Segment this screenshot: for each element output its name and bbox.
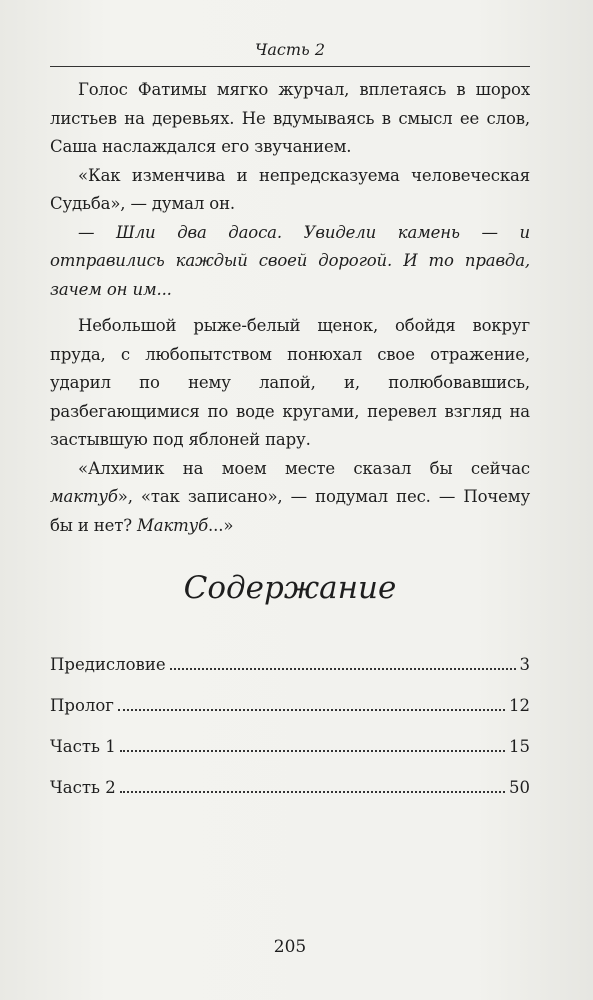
paragraph-3: — Шли два даоса. Увидели камень — и отправились каждый своей дорогой. И то правда, зачем он им... — [50, 222, 530, 299]
paragraph-1: Голос Фатимы мягко журчал, вплетаясь в шорох листьев на деревьях. Не вдумываясь в смысл ее слов, Саша наслаждался его звучанием. — [50, 80, 530, 156]
paragraph-2: «Как изменчива и непредсказуема человеческая Судьба», — думал он. — [50, 165, 530, 213]
p5-maktub-1: мактуб — [50, 487, 118, 506]
toc-entry-page: 3 — [519, 655, 530, 674]
toc-entry-page: 50 — [509, 778, 530, 797]
toc-entry-part-1[interactable] — [50, 737, 530, 778]
body-text — [50, 76, 530, 540]
paragraph-5 — [50, 455, 530, 541]
toc-entry-title: Предисловие — [50, 655, 166, 674]
toc-entry-prologue[interactable] — [50, 696, 530, 737]
page-number: 205 — [273, 937, 307, 957]
p5-part-e: ...» — [208, 515, 234, 535]
paragraph-4: Небольшой рыже-белый щенок, обойдя вокруг пруда, с любопытством понюхал свое отражение, ударил по нему лапой, и, полюбовавшись, разбегающимися по воде кругами, перевел взгляд на застывшую под яблоней пару. — [50, 316, 530, 449]
p5-part-a: «Алхимик на моем месте сказал бы сейчас — [78, 458, 530, 478]
toc-entry-part-2[interactable] — [50, 778, 530, 819]
toc-entry-title: Часть 2 — [50, 778, 116, 797]
p5-maktub-2: Мактуб — [137, 515, 209, 535]
toc-entry-page: 12 — [509, 696, 530, 715]
header-rule — [50, 66, 530, 67]
running-head: Часть 2 — [254, 40, 325, 59]
table-of-contents — [50, 655, 530, 819]
toc-leader-dots — [120, 750, 505, 752]
toc-leader-dots — [118, 709, 505, 711]
toc-entry-title: Пролог — [50, 696, 114, 715]
toc-heading: Содержание — [183, 570, 397, 606]
toc-entry-page: 15 — [509, 737, 530, 756]
toc-entry-preface[interactable] — [50, 655, 530, 696]
toc-leader-dots — [120, 791, 505, 793]
toc-entry-title: Часть 1 — [50, 737, 116, 756]
toc-leader-dots — [170, 668, 516, 670]
p5-part-c: », «так записано», — подумал пес. — Почему бы и нет? — [50, 487, 530, 535]
